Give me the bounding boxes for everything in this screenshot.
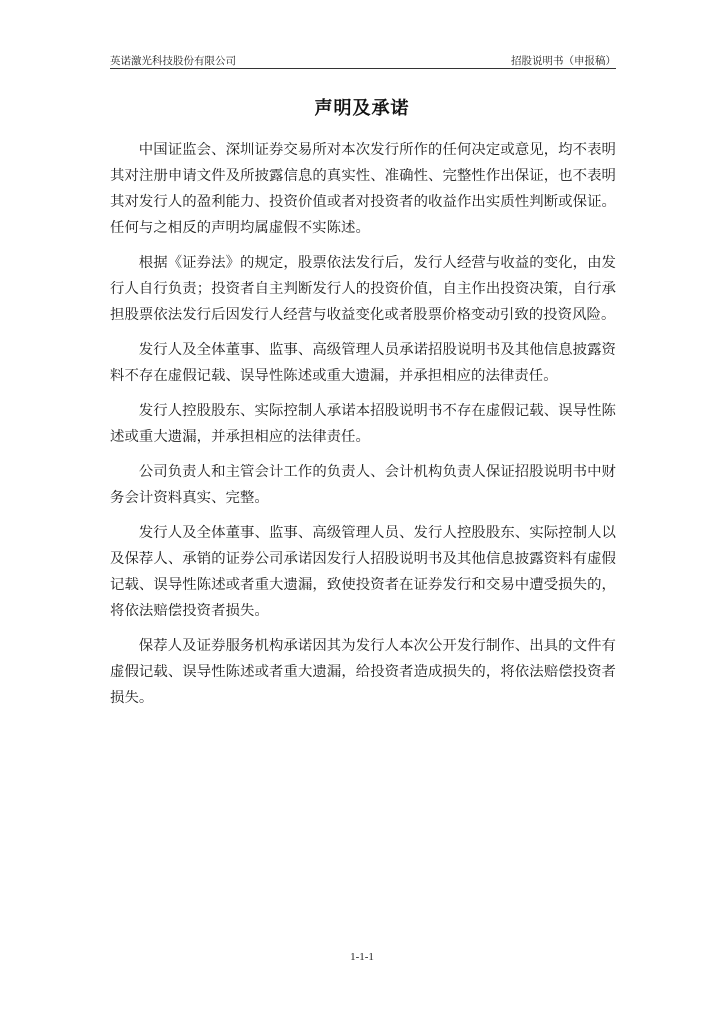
paragraph-2: 根据《证券法》的规定，股票依法发行后，发行人经营与收益的变化，由发行人自行负责；投资者自主判断发行人的投资价值，自主作出投资决策，自行承担股票依法发行后因发行人经营与收益变化或者股票价格变动引致的投资风险。 [110,255,616,323]
paragraph-5: 公司负责人和主管会计工作的负责人、会计机构负责人保证招股说明书中财务会计资料真实、完整。 [110,464,616,506]
paragraph-7: 保荐人及证券服务机构承诺因其为发行人本次公开发行制作、出具的文件有虚假记载、误导性陈述或者重大遗漏，给投资者造成损失的，将依法赔偿投资者损失。 [110,638,616,706]
paragraph-6: 发行人及全体董事、监事、高级管理人员、发行人控股股东、实际控制人以及保荐人、承销的证券公司承诺因发行人招股说明书及其他信息披露资料有虚假记载、误导性陈述或者重大遗漏，致使投资者在证券发行和交易中遭受损失的，将依法赔偿投资者损失。 [110,525,616,619]
paragraph-4: 发行人控股股东、实际控制人承诺本招股说明书不存在虚假记载、误导性陈述或重大遗漏，并承担相应的法律责任。 [110,403,616,445]
page-header [110,50,616,69]
document-body [110,137,616,720]
page-title: 声明及承诺 [314,98,410,119]
paragraph-1: 中国证监会、深圳证券交易所对本次发行所作的任何决定或意见，均不表明其对注册申请文件及所披露信息的真实性、准确性、完整性作出保证，也不表明其对发行人的盈利能力、投资价值或者对投资者的收益作出实质性判断或保证。任何与之相反的声明均属虚假不实陈述。 [110,142,616,236]
header-document-type: 招股说明书（申报稿） [511,55,616,67]
header-company-name: 英诺激光科技股份有限公司 [110,55,236,67]
paragraph-3: 发行人及全体董事、监事、高级管理人员承诺招股说明书及其他信息披露资料不存在虚假记载、误导性陈述或重大遗漏，并承担相应的法律责任。 [110,342,616,384]
page-number: 1-1-1 [350,951,374,963]
